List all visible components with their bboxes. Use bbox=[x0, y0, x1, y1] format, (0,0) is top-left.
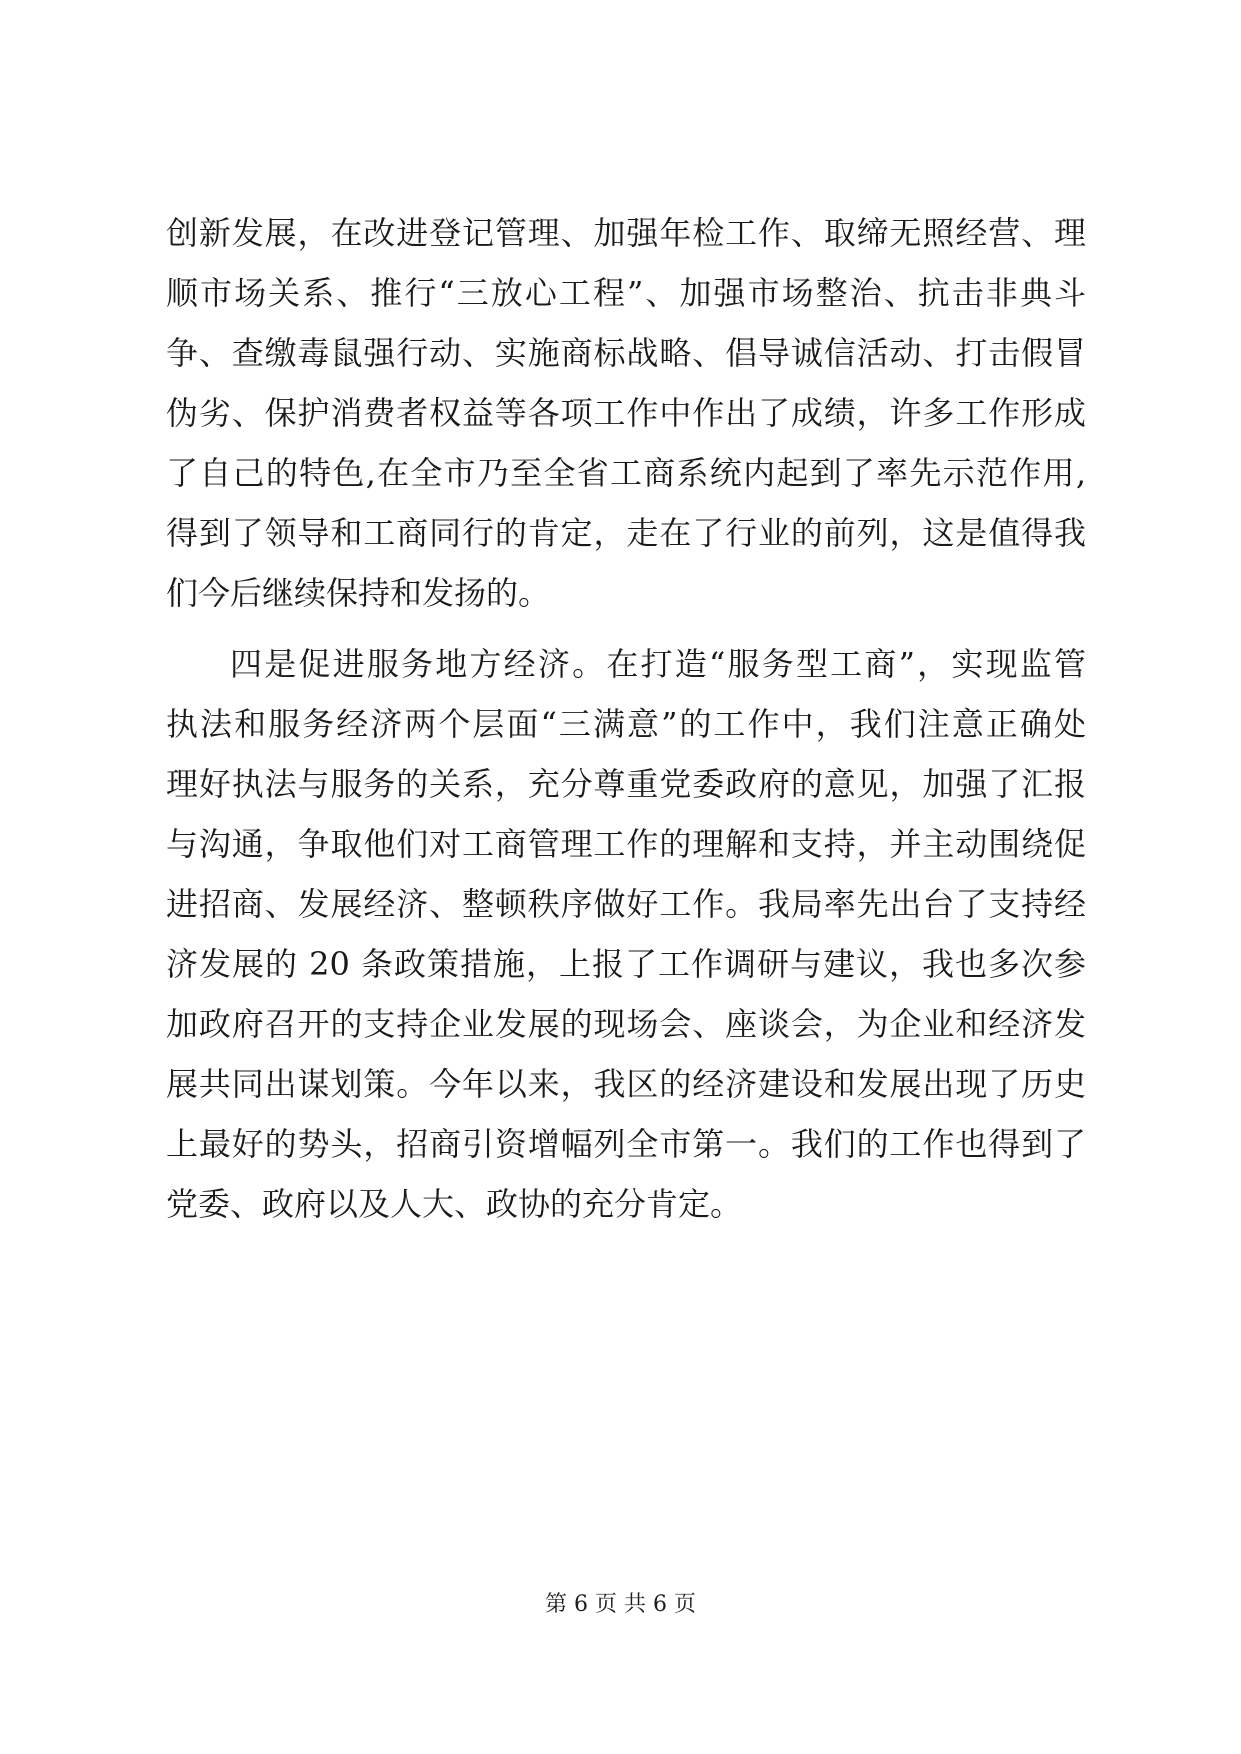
paragraph-2-line-10: 党委、政府以及人大、政协的充分肯定。 bbox=[166, 1185, 743, 1223]
paragraph-2-line-9: 上最好的势头，招商引资增幅列全市第一。我们的工作也得到了 bbox=[166, 1125, 1086, 1163]
paragraph-1-line-7: 们今后继续保持和发扬的。 bbox=[166, 574, 551, 612]
paragraph-2-line-7: 加政府召开的支持企业发展的现场会、座谈会，为企业和经济发 bbox=[166, 1005, 1086, 1043]
paragraph-1-line-3: 争、查缴毒鼠强行动、实施商标战略、倡导诚信活动、打击假冒 bbox=[166, 334, 1086, 372]
paragraph-1-line-4: 伪劣、保护消费者权益等各项工作中作出了成绩，许多工作形成 bbox=[166, 394, 1086, 432]
body-text bbox=[166, 203, 1086, 1234]
paragraph-2-line-8: 展共同出谋划策。今年以来，我区的经济建设和发展出现了历史 bbox=[166, 1065, 1086, 1103]
paragraph-2-line-1: 四是促进服务地方经济。在打造“服务型工商”，实现监管 bbox=[230, 645, 1086, 683]
paragraph-1-line-1: 创新发展，在改进登记管理、加强年检工作、取缔无照经营、理 bbox=[166, 214, 1086, 252]
page-footer: 第 6 页 共 6 页 bbox=[545, 1592, 696, 1617]
paragraph-1-line-2: 顺市场关系、推行“三放心工程”、加强市场整治、抗击非典斗 bbox=[166, 274, 1086, 312]
paragraph-2-line-4: 与沟通，争取他们对工商管理工作的理解和支持，并主动围绕促 bbox=[166, 825, 1086, 863]
paragraph-1-line-6: 得到了领导和工商同行的肯定，走在了行业的前列，这是值得我 bbox=[166, 514, 1086, 552]
paragraph-2-line-6: 济发展的 20 条政策措施，上报了工作调研与建议，我也多次参 bbox=[166, 945, 1086, 983]
paragraph-2-line-3: 理好执法与服务的关系，充分尊重党委政府的意见，加强了汇报 bbox=[166, 765, 1086, 803]
paragraph-2-line-2: 执法和服务经济两个层面“三满意”的工作中，我们注意正确处 bbox=[166, 705, 1086, 743]
paragraph-1-line-5: 了自己的特色,在全市乃至全省工商系统内起到了率先示范作用, bbox=[166, 454, 1086, 492]
paragraph-2-line-5: 进招商、发展经济、整顿秩序做好工作。我局率先出台了支持经 bbox=[166, 885, 1086, 923]
